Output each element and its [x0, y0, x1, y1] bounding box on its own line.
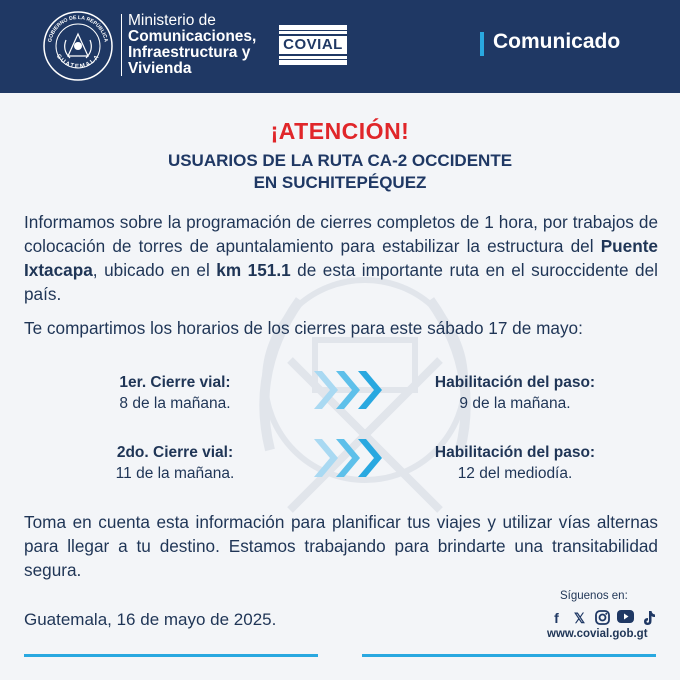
- ministry-line-3: Infraestructura y: [128, 44, 251, 61]
- ministry-name: [128, 13, 256, 77]
- ministry-line-2: Comunicaciones,: [128, 28, 257, 45]
- reopen-2: [400, 442, 630, 484]
- communique-label: Comunicado: [493, 30, 621, 53]
- seal-text-top: GOBIERNO DE LA REPÚBLICA: [47, 14, 109, 43]
- header-banner: [0, 0, 680, 93]
- closing-paragraph: Toma en cuenta esta información para planificar tus viajes y utilizar vías alternas para llegar a tu destino. Estamos trabajando para brindarte una transitabilidad segura.: [24, 512, 658, 580]
- closure-2: [60, 442, 290, 484]
- subtitle-line-1: USUARIOS DE LA RUTA CA-2 OCCIDENTE: [167, 151, 513, 170]
- instagram-icon[interactable]: [594, 610, 611, 627]
- footer-line-left: [24, 654, 318, 657]
- closure-1-time: 8 de la mañana.: [119, 395, 231, 412]
- seal-text-bottom: GUATEMALA: [54, 53, 102, 71]
- reopen-1-label: Habilitación del paso:: [434, 374, 596, 391]
- closure-2-label: 2do. Cierre vial:: [116, 444, 234, 461]
- tiktok-icon[interactable]: [640, 610, 657, 627]
- communique-accent-bar: [480, 32, 484, 56]
- reopen-2-time: 12 del mediodía.: [457, 465, 573, 482]
- closure-2-time: 11 de la mañana.: [115, 465, 235, 482]
- intro-paragraph: [24, 210, 658, 306]
- follow-label: Síguenos en:: [560, 590, 628, 602]
- facebook-icon[interactable]: f: [554, 609, 559, 626]
- subtitle-line-2: EN SUCHITEPÉQUEZ: [253, 173, 427, 192]
- bridge-name: Puente Ixtacapa: [24, 236, 658, 280]
- closure-1: [60, 372, 290, 414]
- alert-title: ¡ATENCIÓN!: [270, 118, 410, 144]
- intro-text-b: , ubicado en el: [92, 260, 217, 280]
- closure-1-label: 1er. Cierre vial:: [119, 374, 231, 391]
- arrows-icon-2: [310, 433, 390, 483]
- ministry-line-1: Ministerio de: [128, 12, 216, 29]
- covial-stripe-top: [279, 25, 347, 30]
- header-divider: [121, 14, 122, 76]
- covial-stripe-bottom-2: [279, 56, 347, 59]
- footer-line-right: [362, 654, 656, 657]
- covial-logo: [279, 25, 347, 65]
- reopen-1: [400, 372, 630, 414]
- intro-text-c: de esta importante ruta en el suroccidente del país.: [24, 260, 658, 304]
- ministry-line-4: Vivienda: [128, 60, 192, 77]
- arrows-icon-1: [310, 365, 390, 415]
- youtube-icon[interactable]: [617, 610, 634, 627]
- reopen-1-time: 9 de la mañana.: [459, 395, 571, 412]
- covial-logo-text: COVIAL: [279, 36, 347, 54]
- alert-subtitle: [0, 150, 680, 194]
- intro-text-a: Informamos sobre la programación de cierres completos de 1 hora, por trabajos de colocación de torres de apuntalamiento para estabilizar la estructura del: [24, 212, 658, 256]
- publication-date: Guatemala, 16 de mayo de 2025.: [24, 610, 277, 629]
- reopen-2-label: Habilitación del paso:: [434, 444, 596, 461]
- covial-stripe-top-2: [279, 31, 347, 34]
- guatemala-seal-icon: [42, 10, 114, 82]
- social-icons: [548, 608, 657, 628]
- schedule-intro: Te compartimos los horarios de los cierres para este sábado 17 de mayo:: [24, 318, 583, 338]
- kilometer-marker: km 151.1: [216, 260, 291, 280]
- covial-stripe-bottom: [279, 60, 347, 65]
- x-icon[interactable]: 𝕏: [573, 609, 586, 626]
- website-link[interactable]: www.covial.gob.gt: [547, 628, 648, 640]
